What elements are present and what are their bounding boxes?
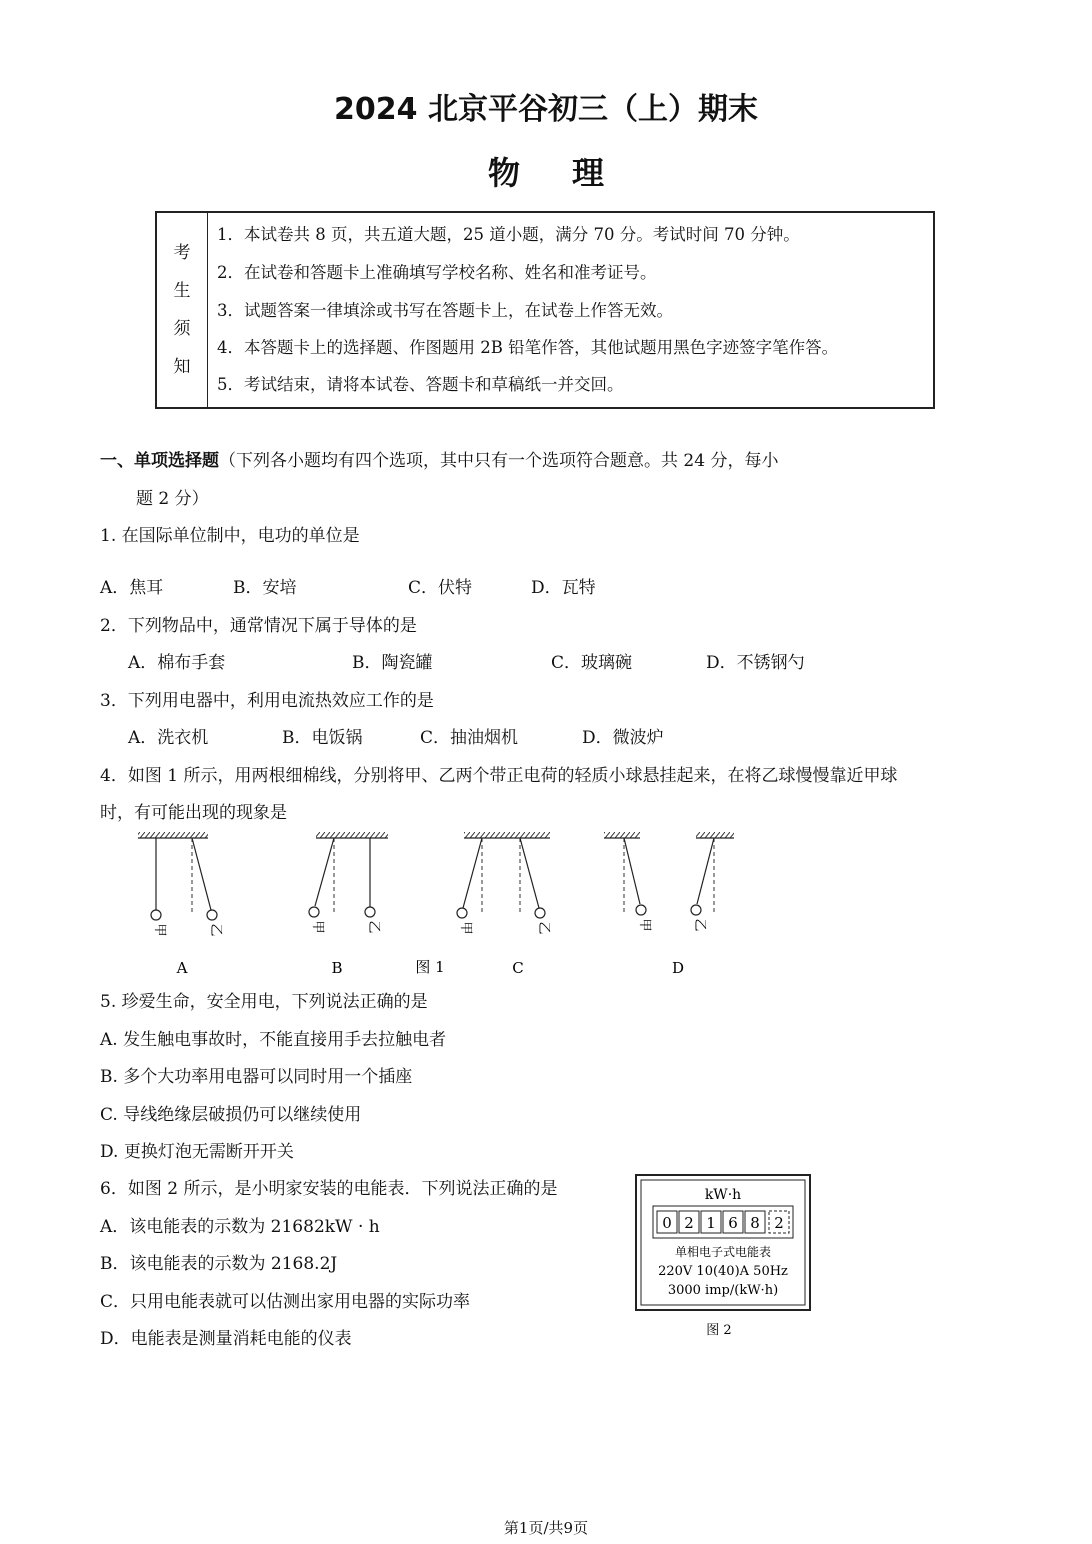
meter-type: 单相电子式电能表 [674,1245,772,1259]
ball-label: 甲 [152,923,167,937]
section-description-cont: 题 2 分） [136,489,209,509]
ball-label: 甲 [310,920,325,934]
question-stem: 5. 珍爱生命，安全用电，下列说法正确的是 [100,992,428,1012]
option-c: C．伏特 [408,578,473,598]
notice-item: 1．本试卷共 8 页，共五道大题，25 道小题，满分 70 分。考试时间 70 分钟。 [217,225,800,244]
panel-c [457,832,551,977]
meter-digit: 6 [728,1214,738,1232]
question-stem-cont: 时，有可能出现的现象是 [100,803,287,823]
option-b: B. 多个大功率用电器可以同时用一个插座 [100,1067,413,1087]
option-a: A．棉布手套 [128,653,226,673]
subject-title: 物理 [487,154,656,192]
ceiling [604,832,640,838]
ball-jia [309,907,319,917]
ceiling [138,832,208,838]
meter-digit: 8 [750,1214,760,1232]
option-c: C. 导线绝缘层破损仍可以继续使用 [100,1105,362,1125]
option-a: A．焦耳 [100,578,164,598]
option-c: C．只用电能表就可以估测出家用电器的实际功率 [100,1292,471,1312]
ball-label: 乙 [692,918,707,932]
pendulum-figure [130,826,750,986]
question-stem: 3．下列用电器中，利用电流热效应工作的是 [100,691,434,711]
thread [697,838,714,904]
ball-label: 甲 [458,921,473,935]
ceiling [696,832,734,838]
question-stem: 4．如图 1 所示，用两根细棉线，分别将甲、乙两个带正电荷的轻质小球悬挂起来，在将乙球慢慢靠近甲球 [100,766,898,786]
option-a: A．该电能表的示数为 21682kW · h [100,1217,380,1237]
panel-label: C [512,959,524,977]
option-c: C．抽油烟机 [420,728,519,748]
meter-digit: 0 [662,1214,672,1232]
section-heading [100,446,778,471]
ball-yi [365,907,375,917]
figure-caption: 图 2 [706,1323,732,1338]
option-d: D. 更换灯泡无需断开开关 [100,1142,294,1162]
ball-label: 乙 [208,923,223,937]
option-d: D．电能表是测量消耗电能的仪表 [100,1329,352,1349]
option-a: A．洗衣机 [128,728,209,748]
section-description: （下列各小题均有四个选项，其中只有一个选项符合题意。共 24 分，每小 [219,451,779,471]
page-number: 第1页/共9页 [503,1519,589,1537]
option-b: B．陶瓷罐 [352,653,433,673]
panel-b [309,832,388,977]
ball-jia [636,905,646,915]
thread [463,838,482,908]
meter-rating: 220V 10(40)A 50Hz [658,1264,788,1279]
meter-unit: kW·h [704,1187,742,1203]
ball-jia [457,908,467,918]
option-a: A. 发生触电事故时，不能直接用手去拉触电者 [100,1030,447,1050]
section-title: 一、单项选择题 [100,451,219,471]
panel-label: A [176,959,188,977]
option-b: B．安培 [233,578,297,598]
ball-label: 甲 [637,918,652,932]
notice-item: 5．考试结束，请将本试卷、答题卡和草稿纸一并交回。 [217,375,624,394]
notice-label-char: 知 [173,357,191,377]
notice-label-char: 须 [173,319,191,339]
ball-jia [151,910,161,920]
notice-item: 3．试题答案一律填涂或书写在答题卡上，在试卷上作答无效。 [217,301,673,320]
option-b: B．该电能表的示数为 2168.2J [100,1254,338,1274]
question-stem: 6．如图 2 所示，是小明家安装的电能表．下列说法正确的是 [100,1179,558,1199]
notice-item: 4．本答题卡上的选择题、作图题用 2B 铅笔作答，其他试题用黑色字迹签字笔作答。 [217,338,839,357]
thread [624,838,640,904]
question-stem: 1. 在国际单位制中，电功的单位是 [100,526,360,546]
ball-yi [535,908,545,918]
exam-title: 2024 北京平谷初三（上）期末 [334,92,758,127]
notice-label [157,213,208,407]
ball-yi [691,905,701,915]
energy-meter-figure [635,1174,815,1344]
notice-box [155,211,935,409]
ceiling [464,832,550,838]
notice-label-char: 考 [173,243,191,263]
option-b: B．电饭锅 [282,728,363,748]
ball-label: 乙 [536,921,551,935]
thread [315,838,334,906]
meter-digit: 2 [684,1214,694,1232]
meter-constant: 3000 imp/(kW·h) [667,1283,779,1298]
question-stem: 2．下列物品中，通常情况下属于导体的是 [100,616,417,636]
meter-digit: 1 [706,1214,716,1232]
option-d: D．瓦特 [531,578,596,598]
notice-label-char: 生 [173,281,191,301]
thread [192,838,211,910]
thread [520,838,539,908]
panel-label: D [671,959,685,977]
meter-digit: 2 [774,1214,784,1232]
ball-label: 乙 [366,920,381,934]
ball-yi [207,910,217,920]
panel-d [604,832,734,977]
option-d: D．不锈钢勺 [706,653,805,673]
panel-label: B [331,959,343,977]
panel-a [138,832,223,977]
figure-caption: 图 1 [415,958,445,976]
option-d: D．微波炉 [582,728,664,748]
ceiling [316,832,388,838]
option-c: C．玻璃碗 [551,653,633,673]
notice-item: 2．在试卷和答题卡上准确填写学校名称、姓名和准考证号。 [217,263,657,282]
